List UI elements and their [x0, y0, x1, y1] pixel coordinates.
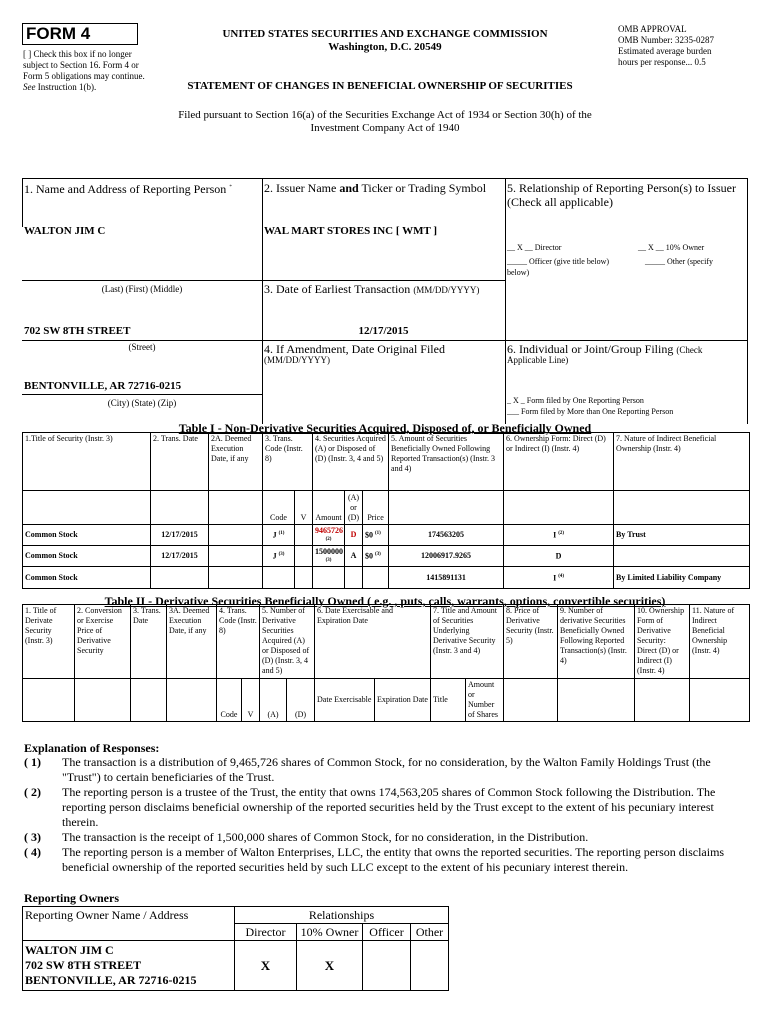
row-amount-owned: 1415891131	[426, 572, 466, 582]
explanation-number: ( 1)	[24, 755, 41, 769]
row-amount-owned: 174563205	[428, 530, 465, 539]
filed-pursuant	[100, 109, 670, 135]
t2-h10: 10. Ownership Form of Derivative Security: Direct (D) or Indirect (I) (Instr. 4)	[635, 605, 690, 679]
reporting-person-city: BENTONVILLE, AR 72716-0215	[24, 380, 182, 392]
explanation-item	[24, 845, 746, 875]
row-ownership-form: D	[555, 551, 562, 561]
box5-officer: _____ Officer (give title below)	[507, 257, 610, 266]
owner-name-address	[23, 941, 235, 991]
box3-label	[264, 282, 479, 296]
t2-h3: 3. Trans. Date	[131, 605, 167, 679]
city-sub-label: (City) (State) (Zip)	[107, 398, 177, 408]
explanation-number: ( 3)	[24, 830, 41, 844]
explanation-number: ( 2)	[24, 785, 41, 799]
row-a-or-d: A	[350, 551, 357, 560]
table-row	[23, 567, 750, 589]
t2-h3a: 3A. Deemed Execution Date, if any	[167, 605, 217, 679]
street-sub-label: (Street)	[128, 342, 156, 352]
t1-h2a: 2A. Deemed Execution Date, if any	[209, 433, 263, 491]
box2-label-a: 2. Issuer Name	[264, 181, 337, 195]
owners-col-other: Other	[411, 924, 449, 941]
t2-sub-expiration: Expiration Date	[375, 679, 431, 722]
box2-label-and: and	[339, 181, 359, 195]
reporting-person-name: WALTON JIM C	[24, 225, 106, 237]
row-nature-ownership: By Trust	[616, 530, 646, 539]
t2-h6: 6. Date Exercisable and Expiration Date	[315, 605, 431, 679]
box2-label-b: Ticker or Trading Symbol	[361, 181, 487, 195]
t2-h8: 8. Price of Derivative Security (Instr. 5)	[504, 605, 558, 679]
owner-ten-pct-mark: X	[297, 941, 363, 991]
box5-ten-pct-owner: __ X __ 10% Owner	[638, 243, 705, 252]
agency-city: Washington, D.C. 20549	[328, 41, 442, 53]
t1-h4: 4. Securities Acquired (A) or Disposed of (D) (Instr. 3, 4 and 5)	[313, 433, 389, 491]
statement-title: STATEMENT OF CHANGES IN BENEFICIAL OWNERSHIP OF SECURITIES	[187, 80, 573, 92]
box5-other: _____ Other (specify	[645, 257, 713, 266]
t1-sub-amount: Amount	[313, 491, 345, 525]
filed-line-2: Investment Company Act of 1940	[310, 122, 460, 134]
t2-h11: 11. Nature of Indirect Beneficial Ownership (Instr. 4)	[690, 605, 750, 679]
box4-format: (MM/DD/YYYY)	[264, 355, 330, 365]
t2-h2: 2. Conversion or Exercise Price of Derivative Security	[75, 605, 131, 679]
box-right-edge	[747, 178, 748, 424]
owners-col-ten-pct: 10% Owner	[297, 924, 363, 941]
box4-label: 4. If Amendment, Date Original Filed	[264, 342, 445, 356]
t1-h5: 5. Amount of Securities Beneficially Owned Following Reported Transaction(s) (Instr. 3 and 4)	[389, 433, 504, 491]
explanation-item	[24, 785, 746, 830]
table1	[22, 432, 750, 589]
box6-check: (Check	[676, 345, 703, 355]
t1-sub-code: Code	[263, 491, 295, 525]
box6-option-multiple: ___ Form filed by More than One Reporting Person	[507, 407, 674, 416]
t2-sub-code: Code	[217, 679, 242, 722]
owner-name: WALTON JIM C	[25, 943, 114, 957]
table1-title: Table I - Non-Derivative Securities Acquired, Disposed of, or Beneficially Owned	[178, 421, 592, 435]
explanation-number: ( 4)	[24, 845, 41, 859]
box5-director: __ X __ Director	[507, 243, 562, 252]
explanation-text: The transaction is the receipt of 1,500,000 shares of Common Stock, for no consideration, in the Distribution.	[62, 830, 589, 844]
owners-col-officer: Officer	[363, 924, 411, 941]
box5-label-text: 5. Relationship of Reporting Person(s) to Issuer	[507, 181, 736, 195]
owner-director-mark: X	[235, 941, 297, 991]
t1-sub-v: V	[295, 491, 313, 525]
owner-street: 702 SW 8TH STREET	[25, 958, 142, 972]
row-trans-code: J	[272, 551, 277, 561]
checkbox-note	[23, 49, 151, 93]
box6-check2: Applicable Line)	[507, 355, 569, 365]
owner-officer-cell	[363, 941, 411, 991]
checkbox-note-see: See	[23, 82, 36, 92]
row-form-footnote: (2)	[558, 531, 565, 537]
box6-label	[507, 342, 749, 356]
checkbox-note-instr: Instruction 1(b).	[37, 82, 97, 92]
box-top-rule	[22, 178, 748, 179]
row-price-footnote: (1)	[375, 531, 381, 537]
row-nature-ownership: By Limited Liability Company	[616, 572, 722, 582]
t1-h6: 6. Ownership Form: Direct (D) or Indirect (I) (Instr. 4)	[504, 433, 614, 491]
owners-heading: Reporting Owners	[24, 891, 119, 905]
explanation-text: The reporting person is a member of Walton Enterprises, LLC, the entity that owns the reported securities. The reporting person disclaims beneficial ownership of the reported securities held by such LLC except to the extent of his pecuniary interest therein.	[62, 845, 725, 874]
owners-table	[22, 906, 449, 991]
t1-sub-aord: (A) or (D)	[345, 491, 363, 525]
t2-sub-d: (D)	[287, 679, 315, 722]
row-security-title: Common Stock	[25, 530, 78, 539]
t1-h1: 1.Title of Security (Instr. 3)	[23, 433, 151, 491]
t2-sub-title: Title	[431, 679, 466, 722]
owner-city: BENTONVILLE, AR 72716-0215	[25, 973, 197, 987]
box5-below: below)	[507, 268, 530, 277]
box5-label-sub: (Check all applicable)	[507, 195, 613, 209]
t1-h3: 3. Trans. Code (Instr. 8)	[263, 433, 313, 491]
issuer-name: WAL MART STORES INC [ WMT ]	[264, 225, 438, 237]
t2-h7: 7. Title and Amount of Securities Underlying Derivative Security (Instr. 3 and 4)	[431, 605, 504, 679]
row-amount: 9465726	[315, 526, 344, 535]
agency-name: UNITED STATES SECURITIES AND EXCHANGE COMMISSION	[222, 28, 548, 40]
t2-h5: 5. Number of Derivative Securities Acquired (A) or Disposed of (D) (Instr. 3, 4 and 5)	[260, 605, 315, 679]
box6-label-text: 6. Individual or Joint/Group Filing	[507, 342, 674, 356]
box1-label-text: 1. Name and Address of Reporting Person	[24, 182, 227, 196]
reporting-person-street: 702 SW 8TH STREET	[24, 325, 131, 337]
explanation-text: The reporting person is a trustee of the Trust, the entity that owns 174,563,205 shares of Common Stock following the Distribution. The reporting person disclaims beneficial ownership of the reported securities held by the Trust except to the extent of his pecuniary interest therein.	[62, 785, 716, 829]
row-code-footnote: (1)	[278, 531, 285, 537]
explanation-heading: Explanation of Responses:	[24, 741, 160, 755]
box3-label-text: 3. Date of Earliest Transaction	[264, 282, 411, 296]
t2-sub-amount: Amount or Number of Shares	[466, 679, 504, 722]
row-a-or-d: D	[350, 530, 357, 539]
t2-h4: 4. Trans. Code (Instr. 8)	[217, 605, 260, 679]
table2-title: Table II - Derivative Securities Beneficially Owned ( e.g. , puts, calls, warrants, options, convertible securities)	[104, 594, 666, 608]
row-amount: 1500000	[315, 547, 344, 556]
omb-approval	[618, 24, 768, 68]
row-ownership-form: I	[553, 530, 557, 540]
row-amount-footnote: (3)	[325, 558, 332, 563]
row-code-footnote: (3)	[278, 552, 285, 558]
t2-sub-exercisable: Date Exercisable	[315, 679, 375, 722]
omb-line-1: OMB APPROVAL	[618, 24, 687, 34]
row-security-title: Common Stock	[25, 551, 78, 560]
explanation-text: The transaction is a distribution of 9,465,726 shares of Common Stock, for no consideration, by the Walton Family Holdings Trust (the "Trust") to certain beneficiaries of the Trust.	[62, 755, 711, 784]
t1-h2: 2. Trans. Date	[151, 433, 209, 491]
row-trans-date: 12/17/2015	[161, 530, 198, 539]
owner-other-cell	[411, 941, 449, 991]
box6-option-one: _ X _ Form filed by One Reporting Person	[507, 396, 644, 405]
row-amount-footnote: (2)	[325, 537, 332, 542]
box1-asterisk: *	[229, 185, 232, 190]
explanation-list	[24, 755, 746, 875]
t1-h7: 7. Nature of Indirect Beneficial Ownership (Instr. 4)	[614, 433, 750, 491]
row-ownership-form: I	[553, 573, 557, 583]
row-price: $0	[365, 551, 374, 561]
box-rule-3	[22, 340, 748, 341]
box3-format: (MM/DD/YYYY)	[413, 285, 480, 295]
table2	[22, 604, 750, 722]
table-row	[23, 525, 750, 546]
t2-sub-v: V	[242, 679, 260, 722]
box-rule-2	[22, 280, 506, 281]
row-trans-date: 12/17/2015	[161, 551, 198, 560]
box1-label	[24, 181, 232, 196]
owners-col-relationships: Relationships	[235, 907, 449, 924]
row-amount-owned: 12006917.9265	[421, 551, 472, 560]
box-rule-4	[22, 394, 262, 395]
t2-h1: 1. Title of Derivate Security (Instr. 3)	[23, 605, 75, 679]
t2-h9: 9. Number of derivative Securities Beneficially Owned Following Reported Transaction(s) (Instr. 4)	[558, 605, 635, 679]
explanation-item	[24, 755, 746, 785]
name-sub-label: (Last) (First) (Middle)	[101, 284, 183, 294]
row-security-title: Common Stock	[25, 572, 78, 582]
filed-line-1: Filed pursuant to Section 16(a) of the Securities Exchange Act of 1934 or Section 30(h) of the	[178, 109, 592, 121]
row-price: $0	[365, 530, 374, 540]
box-divider-2	[505, 178, 506, 424]
owners-col-director: Director	[235, 924, 297, 941]
box2-label	[264, 181, 486, 195]
box-divider-1	[262, 178, 263, 424]
t2-sub-a: (A)	[260, 679, 287, 722]
table-row	[23, 546, 750, 567]
omb-line-2: OMB Number: 3235-0287	[618, 35, 714, 45]
row-trans-code: J	[272, 530, 277, 540]
explanation-item	[24, 830, 746, 845]
row-form-footnote: (4)	[558, 573, 565, 579]
form-title: FORM 4	[26, 24, 91, 43]
t1-sub-price: Price	[363, 491, 389, 525]
box-left-edge	[22, 178, 23, 227]
omb-line-4: hours per response... 0.5	[618, 57, 706, 67]
row-price-footnote: (3)	[375, 552, 381, 558]
earliest-transaction-date: 12/17/2015	[358, 325, 409, 337]
owners-col-name: Reporting Owner Name / Address	[23, 907, 235, 941]
box5-label	[507, 181, 749, 209]
omb-line-3: Estimated average burden	[618, 46, 712, 56]
checkbox-note-text: [ ] Check this box if no longer subject to Section 16. Form 4 or Form 5 obligations may continue.	[23, 49, 145, 81]
